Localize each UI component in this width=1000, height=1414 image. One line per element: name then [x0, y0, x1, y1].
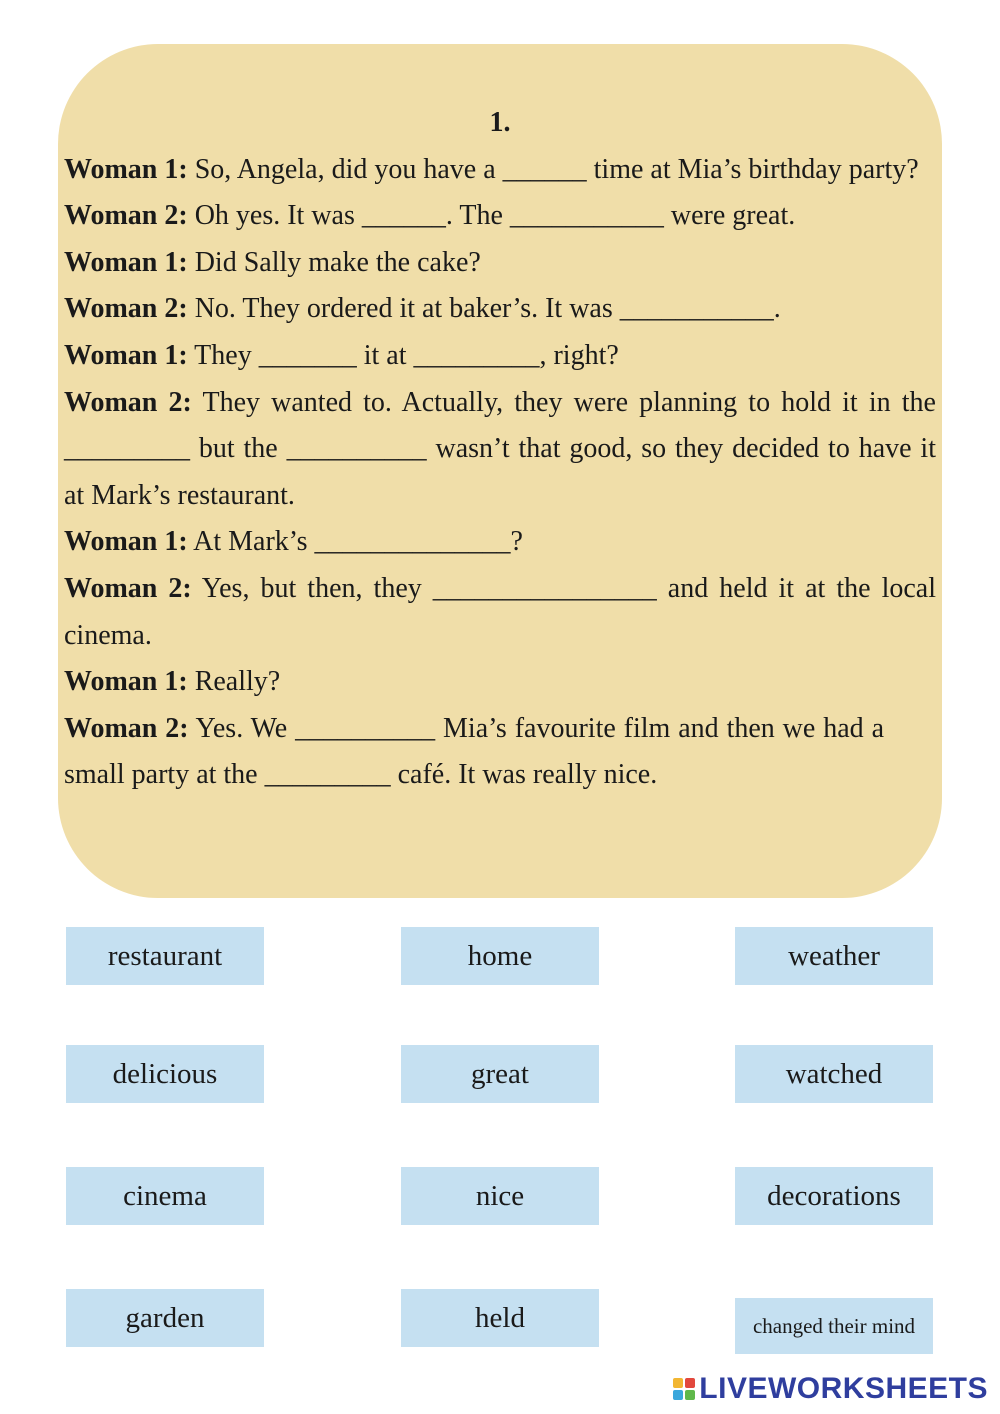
speaker-label: Woman 2:: [64, 386, 192, 418]
word-tile-home[interactable]: home: [401, 927, 599, 985]
word-tile-restaurant[interactable]: restaurant: [66, 927, 264, 985]
dialogue-text-line: Oh yes. It was ______. The ___________ were great.: [187, 200, 796, 232]
dialogue-text: [64, 100, 936, 799]
dialogue-text-line: No. They ordered it at baker’s. It was ___________.: [187, 293, 781, 325]
dialogue-text-line: They _______ it at _________, right?: [187, 339, 619, 371]
speaker-label: Woman 1:: [64, 339, 188, 371]
word-tile-cinema[interactable]: cinema: [66, 1167, 264, 1225]
dialogue-line: [64, 240, 936, 287]
word-tile-watched[interactable]: watched: [735, 1045, 933, 1103]
dialogue-text-line: So, Angela, did you have a ______ time at Mia’s birthday party?: [187, 153, 919, 185]
dialogue-text-line: They wanted to. Actually, they were planning to hold it in the _________ but the __________ wasn’t that good, so they decided to have it at Mark’s restaurant.: [64, 386, 936, 511]
exercise-number: 1.: [489, 107, 511, 138]
dialogue-text-line: Yes. We __________ Mia’s favourite film and then we had a small party at the _________ café. It was really nice.: [64, 712, 885, 791]
speaker-label: Woman 2:: [64, 200, 188, 232]
dialogue-line: [64, 333, 936, 380]
word-tile-nice[interactable]: nice: [401, 1167, 599, 1225]
liveworksheets-logo: [673, 1372, 988, 1406]
liveworksheets-logo-icon: [673, 1378, 695, 1400]
dialogue-line: [64, 147, 936, 194]
word-tile-delicious[interactable]: delicious: [66, 1045, 264, 1103]
dialogue-text-line: At Mark’s ______________?: [187, 526, 523, 558]
word-tile-great[interactable]: great: [401, 1045, 599, 1103]
speaker-label: Woman 1:: [64, 666, 188, 698]
dialogue-line: [64, 566, 936, 659]
speaker-label: Woman 2:: [64, 293, 188, 325]
speaker-label: Woman 2:: [64, 572, 192, 604]
word-tile-held[interactable]: held: [401, 1289, 599, 1347]
speaker-label: Woman 2:: [64, 712, 189, 744]
speaker-label: Woman 1:: [64, 246, 188, 278]
dialogue-line: [64, 659, 936, 706]
dialogue-line: [64, 286, 936, 333]
speaker-label: Woman 1:: [64, 526, 188, 558]
dialogue-text-line: Did Sally make the cake?: [187, 246, 481, 278]
dialogue-text-line: Really?: [187, 666, 281, 698]
dialogue-line: [64, 706, 884, 799]
word-tile-weather[interactable]: weather: [735, 927, 933, 985]
word-tile-garden[interactable]: garden: [66, 1289, 264, 1347]
dialogue-text-line: Yes, but then, they ________________ and held it at the local cinema.: [64, 572, 936, 651]
dialogue-line: [64, 380, 936, 520]
dialogue-line: [64, 519, 936, 566]
dialogue-line: [64, 193, 936, 240]
speaker-label: Woman 1:: [64, 153, 188, 185]
word-tile-changed-their-mind[interactable]: changed their mind: [735, 1298, 933, 1354]
word-tile-decorations[interactable]: decorations: [735, 1167, 933, 1225]
brand-name: LIVEWORKSHEETS: [699, 1372, 988, 1405]
